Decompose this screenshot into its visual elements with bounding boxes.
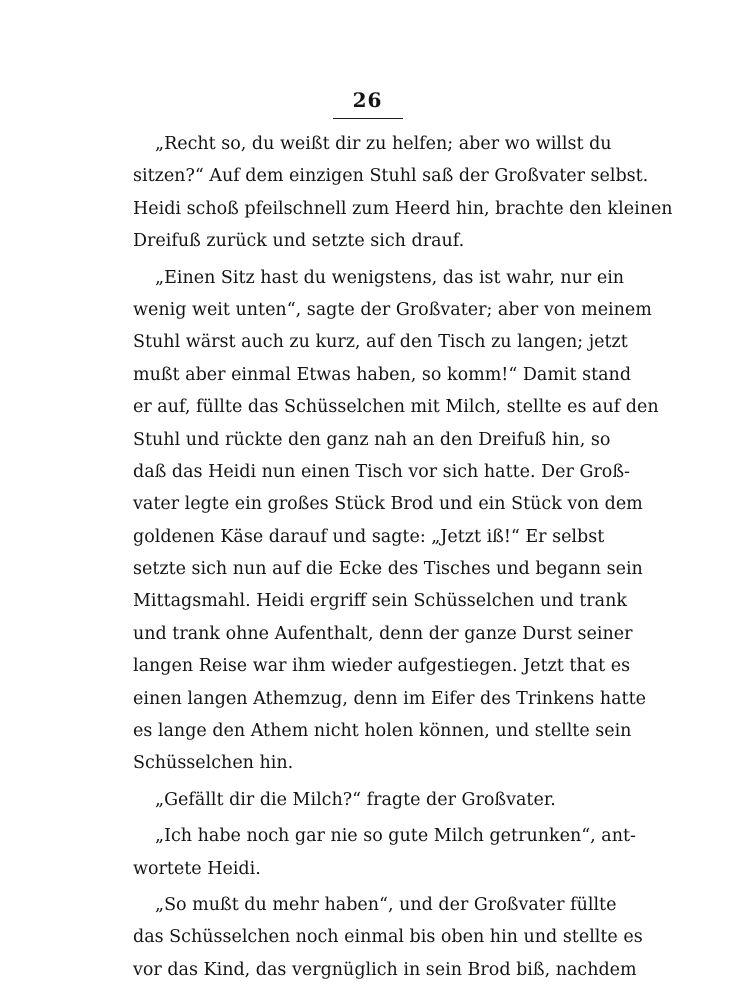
text-line: „Gefällt dir die Milch?“ fragte der Großvater. <box>155 789 556 810</box>
text-line: Dreifuß zurück und setzte sich drauf. <box>133 231 465 252</box>
text-line: mußt aber einmal Etwas haben, so komm!“ Damit stand <box>133 364 632 385</box>
text-line: goldenen Käse darauf und sagte: „Jetzt iß!“ Er selbst <box>133 526 605 547</box>
text-line: setzte sich nun auf die Ecke des Tisches und begann sein <box>133 559 643 580</box>
page-number: 26 <box>352 88 383 112</box>
text-line: Heidi schoß pfeilschnell zum Heerd hin, brachte den kleinen <box>133 198 673 219</box>
paragraph <box>133 820 636 885</box>
text-line: sitzen?“ Auf dem einzigen Stuhl saß der Großvater selbst. <box>133 166 649 187</box>
body-text <box>133 128 673 986</box>
text-line: langen Reise war ihm wieder aufgestiegen. Jetzt that es <box>133 656 631 677</box>
text-line: Schüsselchen hin. <box>133 753 294 774</box>
paragraph <box>133 128 673 258</box>
text-line: vater legte ein großes Stück Brod und ein Stück von dem <box>133 494 643 515</box>
text-line: „Einen Sitz hast du wenigstens, das ist wahr, nur ein <box>155 267 625 288</box>
page-number-rule <box>333 118 403 119</box>
text-line: „So mußt du mehr haben“, und der Großvater füllte <box>155 894 617 915</box>
text-line: einen langen Athemzug, denn im Eifer des Trinkens hatte <box>133 688 646 709</box>
text-line: daß das Heidi nun einen Tisch vor sich hatte. Der Groß- <box>133 461 630 482</box>
text-line: Stuhl und rückte den ganz nah an den Dreifuß hin, so <box>133 429 611 450</box>
text-line: und trank ohne Aufenthalt, denn der ganze Durst seiner <box>133 623 633 644</box>
paragraph <box>133 784 599 816</box>
text-line: wortete Heidi. <box>133 858 261 879</box>
text-line: vor das Kind, das vergnüglich in sein Brod biß, nachdem <box>133 959 637 980</box>
paragraph <box>133 262 659 780</box>
text-line: es lange den Athem nicht holen können, und stellte sein <box>133 721 632 742</box>
text-line: „Ich habe noch gar nie so gute Milch getrunken“, ant- <box>155 826 636 847</box>
paragraph <box>133 889 643 986</box>
text-line: Mittagsmahl. Heidi ergriff sein Schüsselchen und trank <box>133 591 627 612</box>
text-line: er auf, füllte das Schüsselchen mit Milch, stellte es auf den <box>133 397 659 418</box>
text-line: Stuhl wärst auch zu kurz, auf den Tisch zu langen; jetzt <box>133 332 628 353</box>
text-line: das Schüsselchen noch einmal bis oben hin und stellte es <box>133 927 643 948</box>
text-line: wenig weit unten“, sagte der Großvater; aber von meinem <box>133 299 652 320</box>
text-line: „Recht so, du weißt dir zu helfen; aber wo willst du <box>155 134 612 154</box>
